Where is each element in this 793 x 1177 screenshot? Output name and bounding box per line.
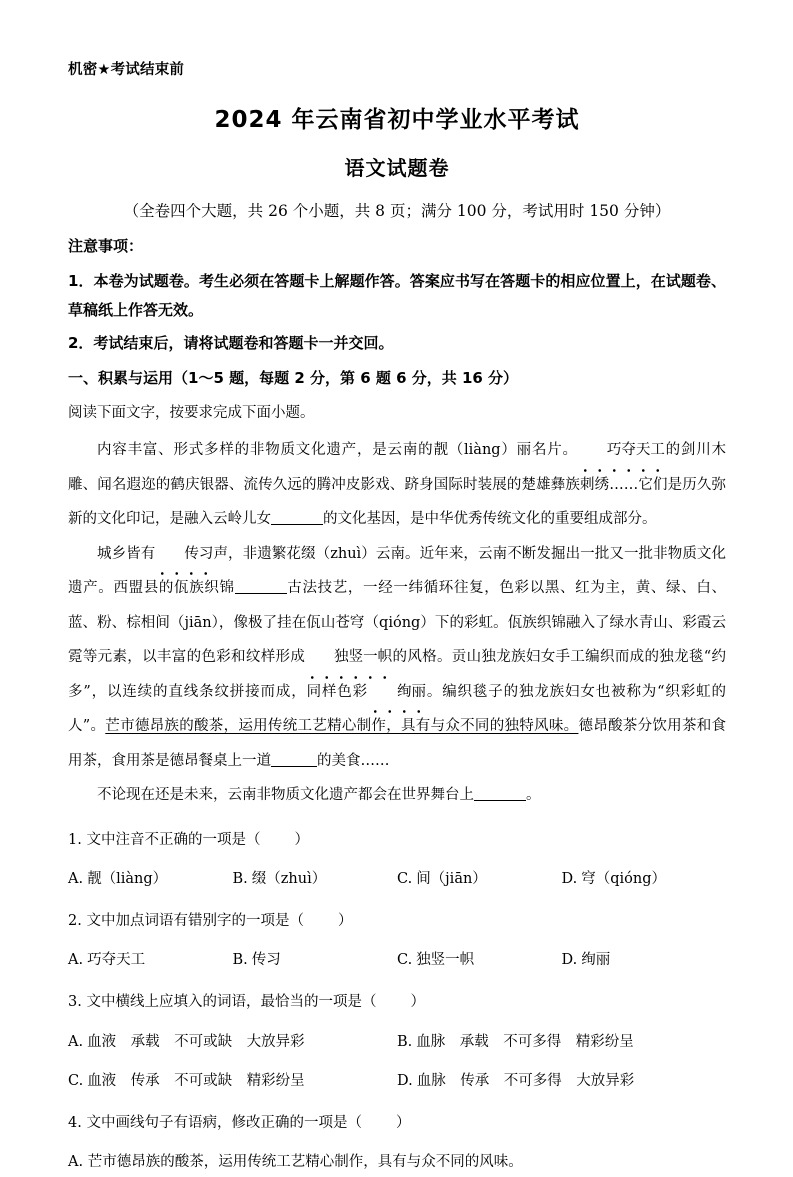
fill-blank	[235, 593, 287, 594]
option-label: D.	[561, 952, 578, 969]
passage-text: 德昂酸茶分饮用茶和食用茶，食用茶是德昂餐桌上一道	[68, 718, 727, 769]
option-text: 间（jiān）	[416, 871, 487, 888]
emphasis-dushuyizhi: 独竖一帜	[305, 640, 392, 675]
passage-text: 的风格。贡山独龙族妇女手工编织而成的独龙毯“约多”，以连续的直线条纹拼接而成，同样色彩	[68, 649, 727, 700]
option-label: A.	[68, 1154, 84, 1171]
passage-text: 内容丰富、形式多样的非物质文化遗产，是云南的靓（liàng）丽名片。	[97, 442, 578, 459]
option-c[interactable]	[68, 1068, 397, 1096]
option-text: 芒市德昂族的酸茶，运用传统工艺精心制作，具有与众不同的风味。	[87, 1154, 523, 1171]
subject-title: 语文试题卷	[344, 156, 450, 180]
passage-text: 的剑川木雕、闻名遐迩的鹤庆银器、流传久远的腾冲皮影戏、跻身国际时装展的楚雄彝族刺绣……它们是历久弥新的文化印记，是融入云岭儿女	[68, 442, 726, 528]
option-label: A.	[68, 871, 84, 888]
fill-blank	[271, 524, 323, 525]
emphasis-qiaoduotiangong: 巧夺天工	[578, 433, 665, 468]
option-label: B.	[232, 871, 248, 888]
passage-paragraph-2	[68, 537, 726, 779]
question-stem-3	[68, 989, 726, 1017]
option-c[interactable]	[397, 866, 562, 894]
options-row	[68, 1029, 726, 1057]
question-number: 2.	[68, 912, 82, 929]
question-stem-1	[68, 827, 726, 855]
option-label: C.	[68, 1073, 84, 1090]
question-number: 1.	[68, 831, 82, 848]
option-d[interactable]	[562, 947, 727, 975]
option-label: B.	[397, 1033, 413, 1050]
question-close-paren: ）	[410, 993, 425, 1010]
passage-text: 。编织毯子的独龙族妇女也被称为“织彩虹的人”。	[68, 683, 726, 735]
question-number: 4.	[68, 1114, 82, 1131]
option-a[interactable]	[68, 1149, 726, 1177]
option-text: 绚丽	[581, 952, 611, 969]
section-heading: 一、积累与运用（1～5 题，每题 2 分，第 6 题 6 分，共 16 分）	[68, 368, 519, 387]
passage-text: 。	[526, 787, 541, 804]
notice-heading: 注意事项：	[68, 237, 144, 255]
option-text: 血液 承载 不可或缺 大放异彩	[87, 1033, 305, 1050]
question-stem-4	[68, 1110, 726, 1138]
option-text: 缀（zhuì）	[251, 871, 327, 888]
option-d[interactable]	[397, 1068, 726, 1096]
option-d[interactable]	[562, 866, 727, 894]
options-row	[68, 1068, 726, 1096]
option-a[interactable]	[68, 947, 233, 975]
question-close-paren: ）	[395, 1114, 411, 1131]
question-text: 文中加点词语有错别字的一项是（	[86, 912, 304, 929]
option-text: 血脉 传承 不可多得 大放异彩	[416, 1073, 635, 1090]
option-b[interactable]	[397, 1029, 726, 1057]
question-stem-2	[68, 908, 726, 936]
option-text: 血脉 承载 不可多得 精彩纷呈	[416, 1033, 634, 1050]
option-label: D.	[397, 1073, 413, 1090]
option-label: C.	[397, 871, 413, 888]
options-row	[68, 947, 726, 975]
passage-paragraph-3	[68, 778, 726, 813]
page-content	[68, 58, 726, 1177]
option-label: B.	[232, 952, 248, 969]
confidential-notice: 机密★考试结束前	[68, 62, 185, 78]
emphasis-chuanxi: 传习	[155, 537, 213, 572]
option-text: 传习	[251, 952, 281, 969]
fill-blank	[271, 766, 317, 767]
notice-item: 1．本卷为试题卷。考生必须在答题卡上解题作答。答案应书写在答题卡的相应位置上，在试题卷、草稿纸上作答无效。	[68, 272, 726, 320]
option-text: 独竖一帜	[416, 952, 475, 969]
question-text: 文中画线句子有语病，修改正确的一项是（	[86, 1114, 362, 1131]
option-b[interactable]	[233, 947, 398, 975]
options-row	[68, 866, 726, 894]
passage-paragraph-1	[68, 433, 726, 537]
option-label: A.	[68, 1033, 84, 1050]
passage-text: 不论现在还是未来，云南非物质文化遗产都会在世界舞台上	[97, 787, 474, 804]
passage-text: 声，非遗繁花缀（zhuì）云南。近年来，云南不断发掘出一批又一批非物质文化遗产。西盟县的佤族织锦	[68, 545, 726, 597]
question-text: 文中横线上应填入的词语，最恰当的一项是（	[86, 993, 377, 1010]
question-text: 文中注音不正确的一项是（	[86, 831, 261, 848]
page-title: 2024 年云南省初中学业水平考试	[214, 107, 580, 133]
option-label: C.	[397, 952, 413, 969]
option-label: A.	[68, 952, 84, 969]
emphasis-xuanli: 绚丽	[368, 675, 426, 710]
option-text: 血液 传承 不可或缺 精彩纷呈	[87, 1073, 305, 1090]
fill-blank	[474, 800, 526, 801]
passage-text: 的文化基因，是中华优秀传统文化的重要组成部分。	[323, 511, 657, 528]
option-b[interactable]	[233, 866, 398, 894]
exam-meta: （全卷四个大题，共 26 个小题，共 8 页；满分 100 分，考试用时 150 分钟）	[123, 202, 671, 220]
passage-text: 古法技艺，一经一纬循环往复，色彩以黑、红为主，黄、绿、白、蓝、粉、棕相间（jiān），像极了挂在佤山苍穹（qióng）下的彩虹。佤族织锦融入了绿水青山、彩霞云霓等元素，以丰富的色彩和纹样形成	[68, 580, 727, 666]
option-a[interactable]	[68, 1029, 397, 1057]
question-close-paren: ）	[294, 831, 309, 848]
passage-text: 的美食……	[317, 752, 390, 769]
notice-item: 2．考试结束后，请将试题卷和答题卡一并交回。	[68, 333, 394, 352]
option-c[interactable]	[397, 947, 562, 975]
option-a[interactable]	[68, 866, 233, 894]
option-text: 巧夺天工	[87, 952, 146, 969]
option-text: 靓（liàng）	[87, 871, 168, 888]
underlined-sentence: 芒市德昂族的酸茶，运用传统工艺精心制作，具有与众不同的独特风味。	[105, 718, 579, 735]
passage-lead: 阅读下面文字，按要求完成下面小题。	[68, 404, 315, 421]
passage-text: 城乡皆有	[97, 545, 156, 562]
option-text: 穹（qióng）	[581, 871, 666, 888]
question-close-paren: ）	[337, 912, 353, 929]
question-number: 3.	[68, 993, 82, 1010]
option-label: D.	[561, 871, 578, 888]
